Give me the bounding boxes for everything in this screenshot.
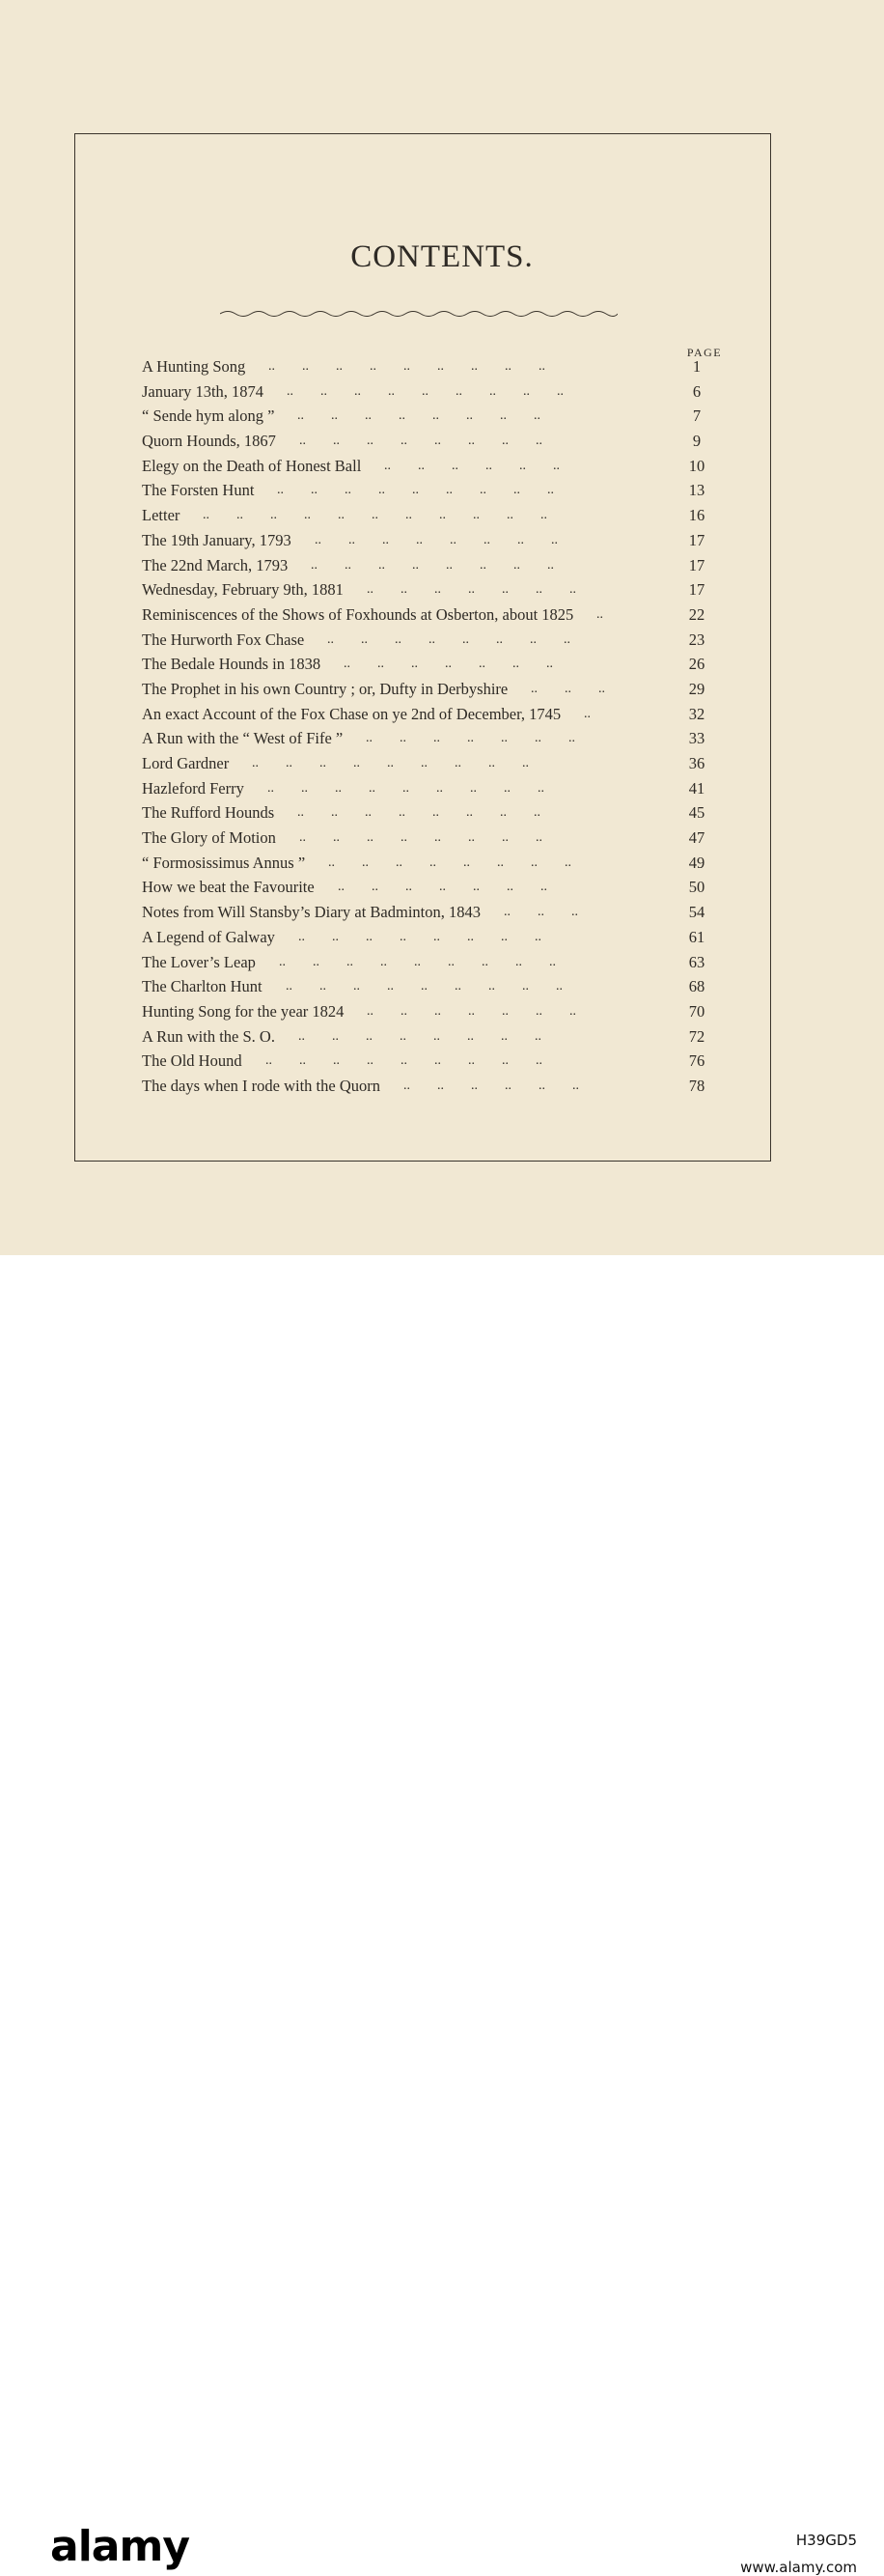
toc-entry xyxy=(142,1024,721,1050)
toc-entry xyxy=(142,851,721,876)
entry-page-number: 49 xyxy=(688,853,705,872)
watermark-footer xyxy=(0,1255,884,2576)
entry-title: Reminiscences of the Shows of Foxhounds at Osberton, about 1825 xyxy=(142,604,574,624)
toc-entry xyxy=(142,379,721,405)
dot-leader: .. .. .. .. .. .. .. .. .. xyxy=(277,483,554,498)
entry-title: The Old Hound xyxy=(142,1051,242,1071)
dot-leader: .. .. .. .. .. .. .. .. .. xyxy=(287,383,564,399)
toc-entry xyxy=(142,677,721,702)
entry-title: An exact Account of the Fox Chase on ye 2nd of December, 1745 xyxy=(142,704,562,723)
book-page xyxy=(0,0,884,1255)
entry-title: The Lover’s Leap xyxy=(142,952,256,971)
toc-entry xyxy=(142,652,721,677)
dot-leader: .. .. .. xyxy=(531,681,605,696)
toc-entry xyxy=(142,528,721,553)
toc-entry xyxy=(142,429,721,454)
entry-title: The Hurworth Fox Chase xyxy=(142,630,305,649)
toc-entry xyxy=(142,577,721,602)
entry-title: The Glory of Motion xyxy=(142,828,276,848)
page-title: CONTENTS. xyxy=(350,239,534,274)
entry-page-number: 9 xyxy=(692,432,702,451)
entry-page-number: 16 xyxy=(688,506,705,525)
entry-title: Letter xyxy=(142,506,180,525)
entry-page-number: 45 xyxy=(688,803,705,823)
dot-leader: .. .. .. .. .. .. xyxy=(384,458,560,473)
entry-page-number: 32 xyxy=(688,704,705,723)
entry-title: Quorn Hounds, 1867 xyxy=(142,432,276,451)
entry-title: A Run with the S. O. xyxy=(142,1026,275,1046)
entry-page-number: 63 xyxy=(688,952,705,971)
entry-page-number: 78 xyxy=(688,1076,705,1095)
dot-leader: .. .. .. .. .. .. .. .. xyxy=(315,532,558,547)
dot-leader: .. .. .. .. .. .. .. .. xyxy=(327,631,570,647)
entry-page-number: 76 xyxy=(688,1051,705,1071)
dot-leader: .. .. .. .. .. .. .. .. xyxy=(298,1028,541,1044)
dot-leader: .. .. .. .. .. .. .. xyxy=(344,657,553,672)
toc-entry xyxy=(142,776,721,801)
dot-leader: .. .. .. .. .. .. xyxy=(403,1078,579,1093)
dot-leader: .. xyxy=(584,706,591,721)
entry-page-number: 54 xyxy=(688,903,705,922)
entry-title: The Forsten Hunt xyxy=(142,481,255,500)
toc-entry xyxy=(142,628,721,653)
entry-page-number: 7 xyxy=(692,406,702,426)
entry-title: Hazleford Ferry xyxy=(142,778,244,798)
toc-entry xyxy=(142,900,721,925)
entry-title: The Charlton Hunt xyxy=(142,977,262,996)
dot-leader: .. .. .. .. .. .. .. .. xyxy=(297,408,540,424)
entry-title: Lord Gardner xyxy=(142,754,230,772)
toc-entry xyxy=(142,925,721,950)
entry-title: A Run with the “ West of Fife ” xyxy=(142,729,344,748)
entry-page-number: 23 xyxy=(688,630,705,649)
entry-title: The 19th January, 1793 xyxy=(142,530,291,549)
entry-page-number: 17 xyxy=(688,530,705,549)
entry-page-number: 29 xyxy=(688,679,705,698)
dot-leader: .. .. .. .. .. .. .. .. xyxy=(311,557,554,573)
toc-entry xyxy=(142,999,721,1024)
entry-title: “ Formosissimus Annus ” xyxy=(142,853,306,872)
entry-page-number: 6 xyxy=(692,381,702,401)
entry-page-number: 70 xyxy=(688,1001,705,1021)
dot-leader: .. .. .. .. .. .. .. .. xyxy=(299,434,542,449)
entry-page-number: 17 xyxy=(688,555,705,574)
entry-page-number: 50 xyxy=(688,878,705,897)
entry-page-number: 26 xyxy=(688,655,705,674)
dot-leader: .. .. .. .. .. .. .. xyxy=(366,731,575,746)
toc-entry xyxy=(142,974,721,999)
toc-entry xyxy=(142,800,721,826)
contents-list xyxy=(142,354,721,1099)
page-column-header: PAGE xyxy=(686,346,723,359)
entry-title: A Legend of Galway xyxy=(142,927,275,946)
entry-page-number: 68 xyxy=(688,977,705,996)
entry-page-number: 10 xyxy=(688,456,705,475)
dot-leader: .. .. .. .. .. .. .. .. xyxy=(299,830,542,846)
entry-title: Elegy on the Death of Honest Ball xyxy=(142,456,362,475)
entry-title: The Rufford Hounds xyxy=(142,803,275,823)
entry-page-number: 33 xyxy=(688,729,705,748)
alamy-logo: alamy xyxy=(50,2522,189,2571)
toc-entry xyxy=(142,950,721,975)
entry-title: How we beat the Favourite xyxy=(142,878,315,897)
toc-entry xyxy=(142,404,721,429)
entry-page-number: 41 xyxy=(688,778,705,798)
dot-leader: .. .. .. .. .. .. .. .. xyxy=(297,805,540,821)
dot-leader: .. .. .. .. .. .. .. .. .. xyxy=(268,359,545,374)
entry-title: “ Sende hym along ” xyxy=(142,406,275,426)
entry-title: The Prophet in his own Country ; or, Dufty in Derbyshire xyxy=(142,679,509,698)
toc-entry xyxy=(142,1049,721,1074)
dot-leader: .. .. .. .. .. .. .. .. .. xyxy=(265,1053,542,1069)
toc-entry xyxy=(142,503,721,528)
wavy-ornament xyxy=(220,307,618,321)
dot-leader: .. .. .. .. .. .. .. .. .. xyxy=(252,756,529,770)
entry-title: January 13th, 1874 xyxy=(142,381,264,401)
entry-title: The days when I rode with the Quorn xyxy=(142,1076,380,1095)
entry-page-number: 72 xyxy=(688,1026,705,1046)
image-id: H39GD5 xyxy=(795,2532,857,2549)
dot-leader: .. xyxy=(596,606,603,622)
entry-page-number: 61 xyxy=(688,927,705,946)
entry-title: The 22nd March, 1793 xyxy=(142,555,289,574)
dot-leader: .. .. .. .. .. .. .. .. .. xyxy=(279,954,556,969)
entry-page-number: 17 xyxy=(688,580,705,600)
toc-entry xyxy=(142,726,721,751)
toc-entry xyxy=(142,602,721,628)
dot-leader: .. .. .. .. .. .. .. .. xyxy=(328,854,571,870)
dot-leader: .. .. .. .. .. .. .. xyxy=(338,880,547,895)
entry-title: The Bedale Hounds in 1838 xyxy=(142,655,321,674)
dot-leader: .. .. .. xyxy=(504,905,578,920)
toc-entry xyxy=(142,1074,721,1099)
dot-leader: .. .. .. .. .. .. .. .. .. xyxy=(286,979,563,994)
entry-title: Hunting Song for the year 1824 xyxy=(142,1001,345,1021)
entry-title: A Hunting Song xyxy=(142,357,246,376)
entry-page-number: 22 xyxy=(688,604,705,624)
toc-entry xyxy=(142,751,721,776)
dot-leader: .. .. .. .. .. .. .. xyxy=(367,582,576,598)
toc-entry xyxy=(142,354,721,379)
toc-entry xyxy=(142,478,721,503)
dot-leader: .. .. .. .. .. .. .. .. .. .. .. xyxy=(203,508,547,523)
toc-entry xyxy=(142,826,721,851)
dot-leader: .. .. .. .. .. .. .. xyxy=(367,1003,576,1019)
toc-entry xyxy=(142,553,721,578)
entry-page-number: 13 xyxy=(688,481,705,500)
entry-page-number: 47 xyxy=(688,828,705,848)
entry-page-number: 1 xyxy=(692,357,702,376)
dot-leader: .. .. .. .. .. .. .. .. .. xyxy=(267,780,544,796)
entry-title: Wednesday, February 9th, 1881 xyxy=(142,580,344,600)
entry-page-number: 36 xyxy=(688,754,705,772)
entry-title: Notes from Will Stansby’s Diary at Badminton, 1843 xyxy=(142,903,482,922)
toc-entry xyxy=(142,454,721,479)
toc-entry xyxy=(142,875,721,900)
site-url: www.alamy.com xyxy=(740,2559,857,2576)
toc-entry xyxy=(142,702,721,727)
dot-leader: .. .. .. .. .. .. .. .. xyxy=(298,929,541,944)
